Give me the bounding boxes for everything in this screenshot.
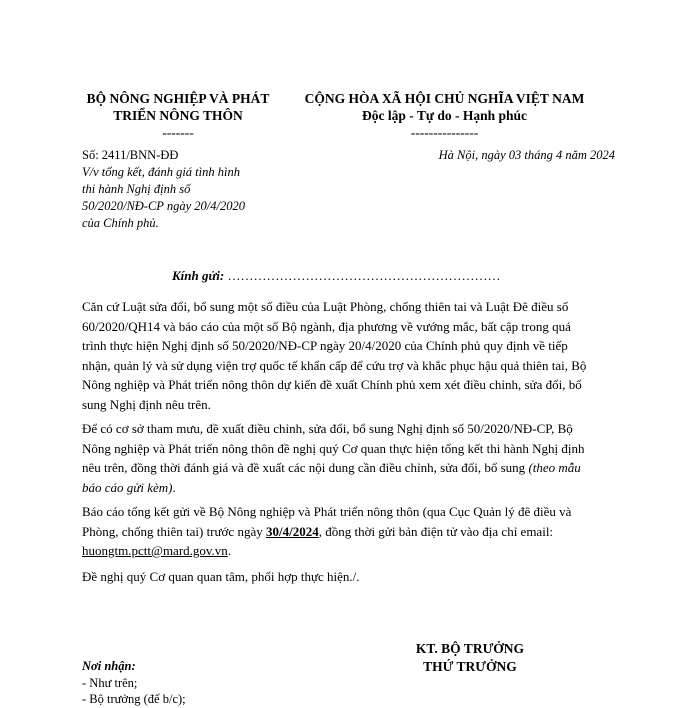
motto: Độc lập - Tự do - Hạnh phúc bbox=[361, 108, 528, 123]
p3-text-b: , đồng thời gửi bản điện tử vào địa chỉ email: bbox=[318, 523, 554, 539]
subject-line-3: 50/2020/NĐ-CP ngày 20/4/2020 bbox=[82, 199, 245, 213]
ministry-divider: ------- bbox=[162, 125, 194, 140]
p1-line: Căn cứ Luật sửa đổi, bổ sung một số điều của Luật Phòng, chống thiên tai và Luật Đê điều số bbox=[82, 299, 569, 314]
p3-line bbox=[82, 541, 615, 561]
subject-line-2: thi hành Nghị định số bbox=[82, 182, 191, 196]
recipient-dots: ……………………………………………………… bbox=[227, 268, 501, 283]
signature-title-2: THỨ TRƯỞNG bbox=[423, 659, 517, 674]
p3-text-a: Phòng, chống thiên tai) trước ngày bbox=[82, 523, 266, 539]
p2-line bbox=[82, 458, 615, 478]
national-header bbox=[292, 90, 597, 141]
email-link[interactable]: huongtm.pctt@mard.gov.vn bbox=[82, 543, 228, 558]
ministry-name-line1: BỘ NÔNG NGHIỆP VÀ PHÁT bbox=[86, 91, 270, 106]
place-date: Hà Nội, ngày 03 tháng 4 năm 2024 bbox=[438, 148, 615, 162]
recipients-list bbox=[82, 658, 186, 708]
doc-number: Số: 2411/BNN-ĐĐ bbox=[82, 148, 179, 162]
p2-line3-text: nêu trên, đồng thời đánh giá và đề xuất các nội dung cần điều chỉnh, sửa đổi, bổ sung bbox=[82, 460, 529, 475]
recipient-label: Kính gửi: bbox=[172, 268, 225, 283]
doc-number-block bbox=[82, 147, 312, 232]
signature-title-1: KT. BỘ TRƯỞNG bbox=[415, 641, 525, 656]
country-name: CỘNG HÒA XÃ HỘI CHỦ NGHĨA VIỆT NAM bbox=[304, 91, 585, 106]
signature-block bbox=[390, 640, 550, 676]
p2-end: . bbox=[172, 479, 176, 495]
p1-line: sung Nghị định nêu trên. bbox=[82, 396, 211, 412]
p3-end: . bbox=[227, 543, 232, 558]
paragraph-4: Đề nghị quý Cơ quan quan tâm, phối hợp thực hiện./. bbox=[82, 569, 360, 584]
subject-line-1: V/v tổng kết, đánh giá tình hình bbox=[82, 165, 240, 179]
paragraph-1 bbox=[82, 297, 615, 414]
ministry-header bbox=[60, 90, 296, 141]
p1-line: Nông nghiệp và Phát triển nông thôn dự kiến đề xuất Chính phủ xem xét điều chỉnh, sửa đổi, bổ bbox=[82, 377, 582, 392]
p1-line: 60/2020/QH14 và báo cáo của một số Bộ ngành, địa phương về vướng mắc, bất cập trong quá bbox=[82, 318, 571, 334]
recipient-item: - Bộ trưởng (để b/c); bbox=[82, 692, 186, 706]
paragraph-3 bbox=[82, 502, 615, 561]
paragraph-2 bbox=[82, 419, 615, 497]
subject-line-4: của Chính phủ. bbox=[82, 216, 159, 230]
recipients-title: Nơi nhận: bbox=[82, 659, 136, 673]
p3-line: Báo cáo tổng kết gửi về Bộ Nông nghiệp và Phát triển nông thôn (qua Cục Quản lý đê điều và bbox=[82, 504, 572, 519]
p2-line bbox=[82, 478, 615, 498]
p2-italic-note: (theo mẫu bbox=[528, 460, 581, 475]
deadline-date: 30/4/2024 bbox=[265, 523, 319, 539]
p2-italic-note-2: báo cáo gửi kèm) bbox=[82, 479, 173, 495]
recipient-line bbox=[172, 267, 500, 285]
p2-line: Để có cơ sở tham mưu, đề xuất điều chỉnh, sửa đổi, bổ sung Nghị định số 50/2020/NĐ-CP, Bộ bbox=[82, 421, 573, 436]
ministry-name-line2: TRIỂN NÔNG THÔN bbox=[113, 108, 243, 123]
p1-line: trình thực hiện Nghị định số 50/2020/NĐ-CP ngày 20/4/2020 của Chính phủ quy định về tiếp bbox=[82, 338, 568, 353]
p2-line: Nông nghiệp và Phát triển nông thôn đề nghị quý Cơ quan thực hiện tổng kết thi hành Nghị định bbox=[82, 440, 585, 456]
motto-divider: --------------- bbox=[410, 125, 479, 140]
p1-line: nhận, quản lý và sử dụng viện trợ quốc tế khẩn cấp để cứu trợ và khắc phục hậu quả thiên tai, Bộ bbox=[82, 357, 587, 373]
recipient-item: - Như trên; bbox=[82, 675, 138, 690]
p3-line bbox=[82, 522, 615, 542]
